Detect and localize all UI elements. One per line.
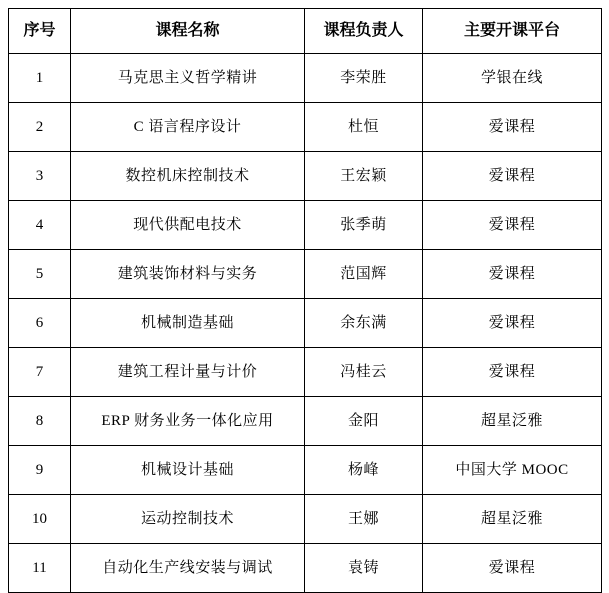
- cell-platform: 学银在线: [423, 54, 602, 103]
- table-row: [9, 495, 602, 544]
- cell-platform: 爱课程: [423, 348, 602, 397]
- cell-index: 3: [9, 152, 71, 201]
- table-row: [9, 299, 602, 348]
- cell-course-name: 运动控制技术: [71, 495, 305, 544]
- cell-index: 4: [9, 201, 71, 250]
- table-header-row: [9, 9, 602, 54]
- cell-index: 6: [9, 299, 71, 348]
- cell-index: 7: [9, 348, 71, 397]
- cell-course-name: C 语言程序设计: [71, 103, 305, 152]
- cell-course-owner: 金阳: [305, 397, 423, 446]
- cell-index: 9: [9, 446, 71, 495]
- cell-course-owner: 杜恒: [305, 103, 423, 152]
- cell-course-name: 现代供配电技术: [71, 201, 305, 250]
- table-row: [9, 103, 602, 152]
- cell-course-owner: 王娜: [305, 495, 423, 544]
- cell-index: 2: [9, 103, 71, 152]
- cell-course-owner: 余东满: [305, 299, 423, 348]
- column-header-name: 课程名称: [71, 9, 305, 54]
- table-body: [9, 54, 602, 593]
- cell-course-owner: 冯桂云: [305, 348, 423, 397]
- cell-course-name: 建筑装饰材料与实务: [71, 250, 305, 299]
- table-header: [9, 9, 602, 54]
- cell-platform: 中国大学 MOOC: [423, 446, 602, 495]
- cell-course-owner: 范国辉: [305, 250, 423, 299]
- cell-course-owner: 李荣胜: [305, 54, 423, 103]
- cell-course-name: 建筑工程计量与计价: [71, 348, 305, 397]
- cell-index: 8: [9, 397, 71, 446]
- cell-course-name: 机械设计基础: [71, 446, 305, 495]
- table-row: [9, 54, 602, 103]
- cell-platform: 爱课程: [423, 299, 602, 348]
- cell-platform: 爱课程: [423, 201, 602, 250]
- column-header-owner: 课程负责人: [305, 9, 423, 54]
- cell-index: 5: [9, 250, 71, 299]
- cell-course-name: 机械制造基础: [71, 299, 305, 348]
- cell-platform: 超星泛雅: [423, 495, 602, 544]
- course-table: [8, 8, 602, 593]
- column-header-platform: 主要开课平台: [423, 9, 602, 54]
- cell-course-owner: 袁铸: [305, 544, 423, 593]
- cell-platform: 超星泛雅: [423, 397, 602, 446]
- column-header-index: 序号: [9, 9, 71, 54]
- cell-course-owner: 杨峰: [305, 446, 423, 495]
- cell-index: 1: [9, 54, 71, 103]
- table-row: [9, 446, 602, 495]
- table-row: [9, 152, 602, 201]
- cell-course-owner: 张季萌: [305, 201, 423, 250]
- cell-platform: 爱课程: [423, 250, 602, 299]
- cell-course-name: 数控机床控制技术: [71, 152, 305, 201]
- table-row: [9, 348, 602, 397]
- cell-course-name: 自动化生产线安装与调试: [71, 544, 305, 593]
- cell-course-name: 马克思主义哲学精讲: [71, 54, 305, 103]
- table-row: [9, 250, 602, 299]
- table-row: [9, 544, 602, 593]
- cell-index: 11: [9, 544, 71, 593]
- table-row: [9, 201, 602, 250]
- table-row: [9, 397, 602, 446]
- cell-index: 10: [9, 495, 71, 544]
- cell-platform: 爱课程: [423, 103, 602, 152]
- cell-course-owner: 王宏颖: [305, 152, 423, 201]
- cell-platform: 爱课程: [423, 544, 602, 593]
- cell-platform: 爱课程: [423, 152, 602, 201]
- cell-course-name: ERP 财务业务一体化应用: [71, 397, 305, 446]
